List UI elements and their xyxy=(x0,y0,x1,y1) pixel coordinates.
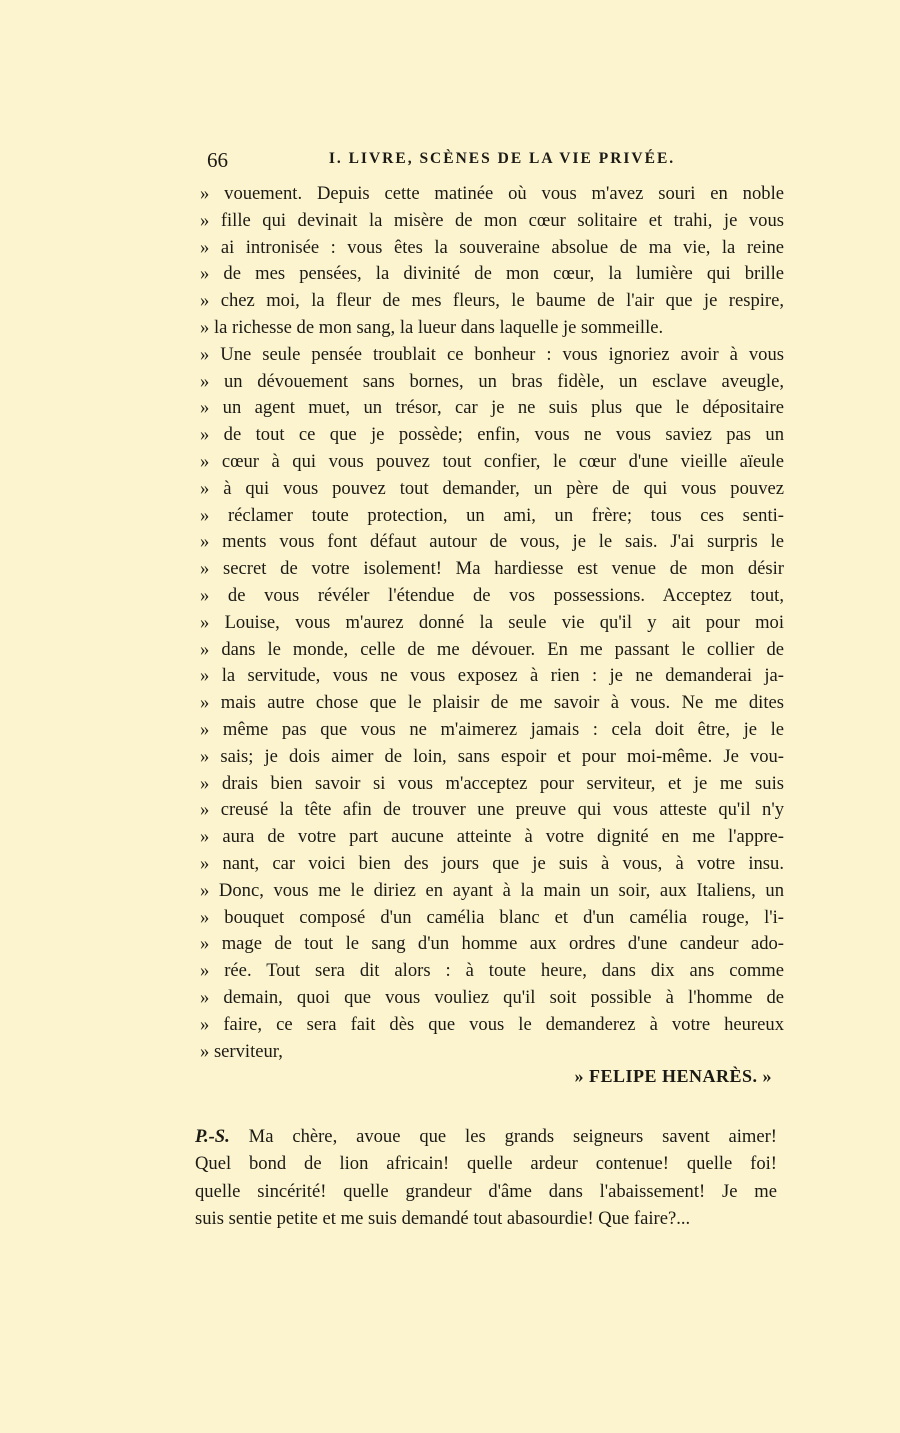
letter-line: » sais; je dois aimer de loin, sans espoir et pour moi-même. Je vou- xyxy=(200,745,784,767)
letter-line: » un dévouement sans bornes, un bras fidèle, un esclave aveugle, xyxy=(200,370,784,392)
letter-line: » bouquet composé d'un camélia blanc et d'un camélia rouge, l'i- xyxy=(200,906,784,928)
postscript-line: quelle sincérité! quelle grandeur d'âme dans l'abaissement! Je me xyxy=(195,1180,777,1202)
letter-line: » mage de tout le sang d'un homme aux ordres d'une candeur ado- xyxy=(200,933,784,955)
letter-line: » même pas que vous ne m'aimerez jamais : cela doit être, je le xyxy=(200,718,784,740)
postscript-line: Quel bond de lion africain! quelle ardeur contenue! quelle foi! xyxy=(195,1153,777,1175)
postscript xyxy=(195,1123,777,1232)
letter-line: » Louise, vous m'aurez donné la seule vie qu'il y ait pour moi xyxy=(200,611,784,633)
letter-line: » de tout ce que je possède; enfin, vous ne vous saviez pas un xyxy=(200,424,784,446)
letter-line: » aura de votre part aucune atteinte à votre dignité en me l'appre- xyxy=(200,826,784,848)
letter-line: » chez moi, la fleur de mes fleurs, le baume de l'air que je respire, xyxy=(200,290,784,312)
letter-signature: » FELIPE HENARÈS. » xyxy=(574,1066,772,1086)
letter-line: » la servitude, vous ne vous exposez à rien : je ne demanderai ja- xyxy=(200,665,784,687)
letter-line: » mais autre chose que le plaisir de me savoir à vous. Ne me dites xyxy=(200,692,784,714)
postscript-label: P.-S. xyxy=(195,1126,230,1147)
letter-line: » à qui vous pouvez tout demander, un père de qui vous pouvez xyxy=(200,477,784,499)
letter-line: » de vous révéler l'étendue de vos possessions. Acceptez tout, xyxy=(200,584,784,606)
letter-line: » ments vous font défaut autour de vous, je le sais. J'ai surpris le xyxy=(200,531,784,553)
letter-line: » la richesse de mon sang, la lueur dans laquelle je sommeille. xyxy=(200,316,664,338)
postscript-text: Ma chère, avoue que les grands seigneurs savent aimer! xyxy=(229,1126,777,1147)
letter-line: » demain, quoi que vous vouliez qu'il soit possible à l'homme de xyxy=(200,986,784,1008)
letter-line: » nant, car voici bien des jours que je suis à vous, à votre insu. xyxy=(200,852,784,874)
letter-body xyxy=(200,181,784,1065)
letter-line: » un agent muet, un trésor, car je ne suis plus que le dépositaire xyxy=(200,397,784,419)
letter-line: » ai intronisée : vous êtes la souveraine absolue de ma vie, la reine xyxy=(200,236,784,258)
letter-line: » faire, ce sera fait dès que vous le demanderez à votre heureux xyxy=(200,1013,784,1035)
postscript-line xyxy=(195,1123,777,1150)
letter-line: » Donc, vous me le diriez en ayant à la main un soir, aux Italiens, un xyxy=(200,879,784,901)
letter-line: » de mes pensées, la divinité de mon cœur, la lumière qui brille xyxy=(200,263,784,285)
letter-line: » rée. Tout sera dit alors : à toute heure, dans dix ans comme xyxy=(200,960,784,982)
letter-line: » secret de votre isolement! Ma hardiesse est venue de mon désir xyxy=(200,558,784,580)
letter-line: » creusé la tête afin de trouver une preuve qui vous atteste qu'il n'y xyxy=(200,799,784,821)
letter-line: » vouement. Depuis cette matinée où vous m'avez souri en noble xyxy=(200,183,784,204)
page-number: 66 xyxy=(207,148,228,172)
letter-line: » drais bien savoir si vous m'acceptez pour serviteur, et je me suis xyxy=(200,772,784,794)
letter-line: » Une seule pensée troublait ce bonheur : vous ignoriez avoir à vous xyxy=(200,343,784,365)
postscript-line: suis sentie petite et me suis demandé tout abasourdie! Que faire?... xyxy=(195,1207,691,1229)
letter-line: » réclamer toute protection, un ami, un frère; tous ces senti- xyxy=(200,504,784,526)
letter-line: » dans le monde, celle de me dévouer. En me passant le collier de xyxy=(200,638,784,660)
running-title: I. LIVRE, SCÈNES DE LA VIE PRIVÉE. xyxy=(328,150,676,167)
letter-line: » fille qui devinait la misère de mon cœur solitaire et trahi, je vous xyxy=(200,209,784,231)
letter-line: » cœur à qui vous pouvez tout confier, le cœur d'une vieille aïeule xyxy=(200,450,784,472)
letter-line: » serviteur, xyxy=(200,1040,283,1062)
